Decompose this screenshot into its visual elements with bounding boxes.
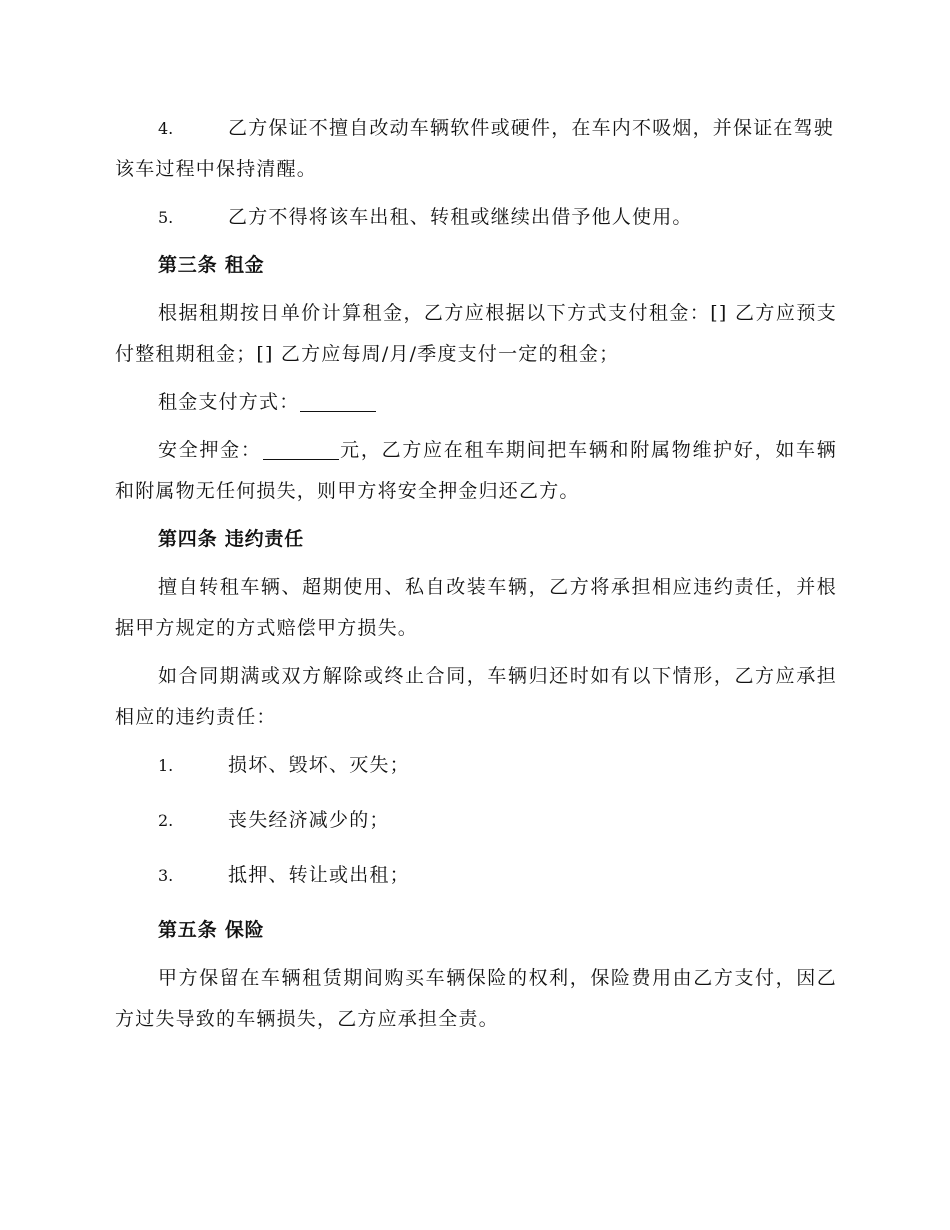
deposit-blank: [263, 439, 339, 460]
item-text: 丧失经济减少的；: [228, 809, 390, 831]
deposit-label: 安全押金：: [158, 439, 262, 461]
breach-item-2: [115, 800, 837, 841]
item-number: 3.: [158, 866, 174, 885]
item-text: 抵押、转让或出租；: [228, 864, 410, 886]
payment-method-label: 租金支付方式：: [158, 391, 300, 413]
breach-item-1: [115, 745, 837, 786]
payment-method-line: [115, 382, 837, 423]
section-heading-rent: 第三条 租金: [158, 254, 265, 276]
item-number: 4.: [158, 119, 174, 138]
item-number: 2.: [158, 811, 174, 830]
item-number: 5.: [158, 208, 174, 227]
rent-paragraph: 根据租期按日单价计算租金，乙方应根据以下方式支付租金：[] 乙方应预支付整租期租金；[] 乙方应每周/月/季度支付一定的租金；: [115, 302, 837, 365]
document-body: [115, 108, 837, 1047]
section-heading-breach: 第四条 违约责任: [158, 528, 305, 550]
breach-item-3: [115, 855, 837, 896]
section-heading-insurance: 第五条 保险: [158, 919, 265, 941]
item-number: 1.: [158, 756, 174, 775]
clause-item-5: [115, 197, 837, 238]
item-text: 损坏、毁坏、灭失；: [228, 754, 410, 776]
clause-item-4: [115, 108, 837, 190]
deposit-paragraph: [115, 430, 837, 512]
item-text: 乙方保证不擅自改动车辆软件或硬件，在车内不吸烟，并保证在驾驶该车过程中保持清醒。: [115, 117, 835, 180]
item-text: 乙方不得将该车出租、转租或继续出借予他人使用。: [228, 206, 693, 228]
breach-paragraph-1: 擅自转租车辆、超期使用、私自改装车辆，乙方将承担相应违约责任，并根据甲方规定的方式赔偿甲方损失。: [115, 576, 837, 639]
deposit-text: 元，乙方应在租车期间把车辆和附属物维护好，如车辆和附属物无任何损失，则甲方将安全押金归还乙方。: [115, 439, 837, 502]
payment-method-blank: [300, 391, 376, 412]
insurance-paragraph: 甲方保留在车辆租赁期间购买车辆保险的权利，保险费用由乙方支付，因乙方过失导致的车辆损失，乙方应承担全责。: [115, 967, 837, 1030]
breach-paragraph-2: 如合同期满或双方解除或终止合同，车辆归还时如有以下情形，乙方应承担相应的违约责任：: [115, 665, 837, 728]
